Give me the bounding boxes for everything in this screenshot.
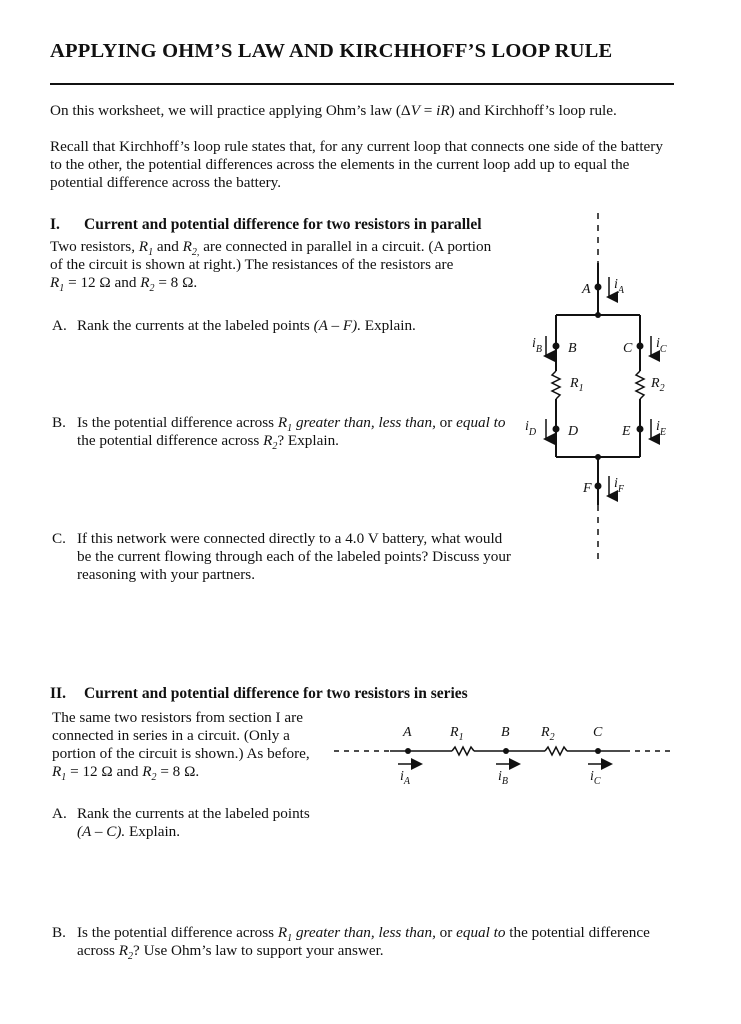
intro-text: On this worksheet, we will practice applying Ohm’s law (ΔV = iR) and Kirchhoff’s loop rule. [50, 102, 617, 119]
s1-question-b-line-2: the potential difference across $R_2$? Explain. [77, 432, 339, 453]
page-title: APPLYING OHM’S LAW AND KIRCHHOFF’S LOOP RULE [50, 40, 613, 62]
s2-question-b-line-2: across $R_2$? Use Ohm’s law to support your answer. [77, 942, 384, 963]
section-2-text-line-3: portion of the circuit is shown.) As before, [52, 745, 310, 762]
point-label-f: F [583, 481, 592, 496]
section-1-heading: Current and potential difference for two resistors in parallel [84, 216, 482, 233]
point-label-e: E [622, 424, 631, 439]
s1-question-b-label: B. [52, 414, 66, 431]
s2-question-a-line-2: (A – C). Explain. [77, 823, 181, 840]
current-label-b: $i_B$ [532, 336, 542, 355]
point-f-dot [595, 483, 602, 490]
section-1-values: $R_1 = 12$ Ω and $R_2 = 8$ Ω. [50, 274, 198, 295]
section-2-text-line-2: connected in series in a circuit. (Only a [52, 727, 290, 744]
current-label-e: $i_E$ [656, 419, 666, 438]
point-c-dot [637, 343, 644, 350]
s1-question-b-line-1: Is the potential difference across $R_1$ greater than, less than, or equal to [77, 414, 506, 435]
series-point-a-dot [405, 748, 411, 754]
bottom-junction-dot [595, 454, 601, 460]
s1-question-c-line-1: If this network were connected directly to a 4.0 V battery, what would [77, 530, 503, 547]
current-label-d: $i_D$ [525, 419, 537, 438]
section-1-text-line-2: of the circuit is shown at right.) The resistances of the resistors are [50, 256, 454, 273]
series-resistor-r1-symbol [452, 747, 474, 755]
resistor-label-r1: $R_1$ [570, 376, 584, 394]
series-point-c-dot [595, 748, 601, 754]
series-resistor-label-r2: $R_2$ [541, 725, 555, 743]
point-label-c: C [623, 341, 633, 356]
current-label-f: $i_F$ [614, 476, 624, 495]
top-junction-dot [595, 312, 601, 318]
point-d-dot [553, 426, 560, 433]
point-b-dot [553, 343, 560, 350]
point-label-a: A [582, 282, 591, 297]
point-label-b: B [568, 341, 577, 356]
series-point-b-dot [503, 748, 509, 754]
title-divider [50, 83, 674, 85]
current-label-c: $i_C$ [656, 336, 667, 355]
s1-question-c-label: C. [52, 530, 66, 547]
s2-question-b-line-1: Is the potential difference across $R_1$ greater than, less than, or equal to the potential difference [77, 924, 650, 945]
point-label-d: D [568, 424, 579, 439]
s2-question-a-label: A. [52, 805, 67, 822]
series-current-label-a: $i_A$ [400, 769, 410, 787]
current-label-a: $i_A$ [614, 277, 624, 296]
section-2-number: II. [50, 685, 66, 702]
section-1-number: I. [50, 216, 60, 233]
resistor-r2-symbol [636, 371, 644, 399]
series-current-label-c: $i_C$ [590, 769, 601, 787]
s2-question-a-line-1: Rank the currents at the labeled points [77, 805, 310, 822]
series-circuit-diagram [330, 718, 675, 798]
section-2-values: $R_1 = 12$ Ω and $R_2 = 8$ Ω. [52, 763, 200, 784]
resistor-label-r2: $R_2$ [651, 376, 665, 394]
recall-line-2: to the other, the potential differences across the elements in the current loop add up to equal the [50, 156, 630, 173]
s1-question-a-text: Rank the currents at the labeled points (A – F). Explain. [77, 317, 416, 334]
point-e-dot [637, 426, 644, 433]
resistor-r1-symbol [552, 371, 560, 399]
s2-question-b-label: B. [52, 924, 66, 941]
series-point-label-b: B [501, 725, 510, 740]
series-resistor-r2-symbol [545, 747, 567, 755]
s1-question-a-label: A. [52, 317, 67, 334]
section-1-text-line-1: Two resistors, $R_1$ and $R_{2,}$ are connected in parallel in a circuit. (A portion [50, 238, 492, 259]
parallel-circuit-diagram [510, 205, 700, 565]
series-resistor-label-r1: $R_1$ [450, 725, 464, 743]
section-2-text-line-1: The same two resistors from section I are [52, 709, 303, 726]
point-a-dot [595, 284, 602, 291]
series-point-label-c: C [593, 725, 603, 740]
recall-line-1: Recall that Kirchhoff’s loop rule states that, for any current loop that connects one side of the battery [50, 138, 663, 155]
series-current-label-b: $i_B$ [498, 769, 508, 787]
recall-line-3: potential difference across the battery. [50, 174, 282, 191]
section-2-heading: Current and potential difference for two resistors in series [84, 685, 468, 702]
s1-question-c-line-2: be the current flowing through each of the labeled points? Discuss your [77, 548, 511, 565]
series-point-label-a: A [403, 725, 412, 740]
s1-question-c-line-3: reasoning with your partners. [77, 566, 255, 583]
